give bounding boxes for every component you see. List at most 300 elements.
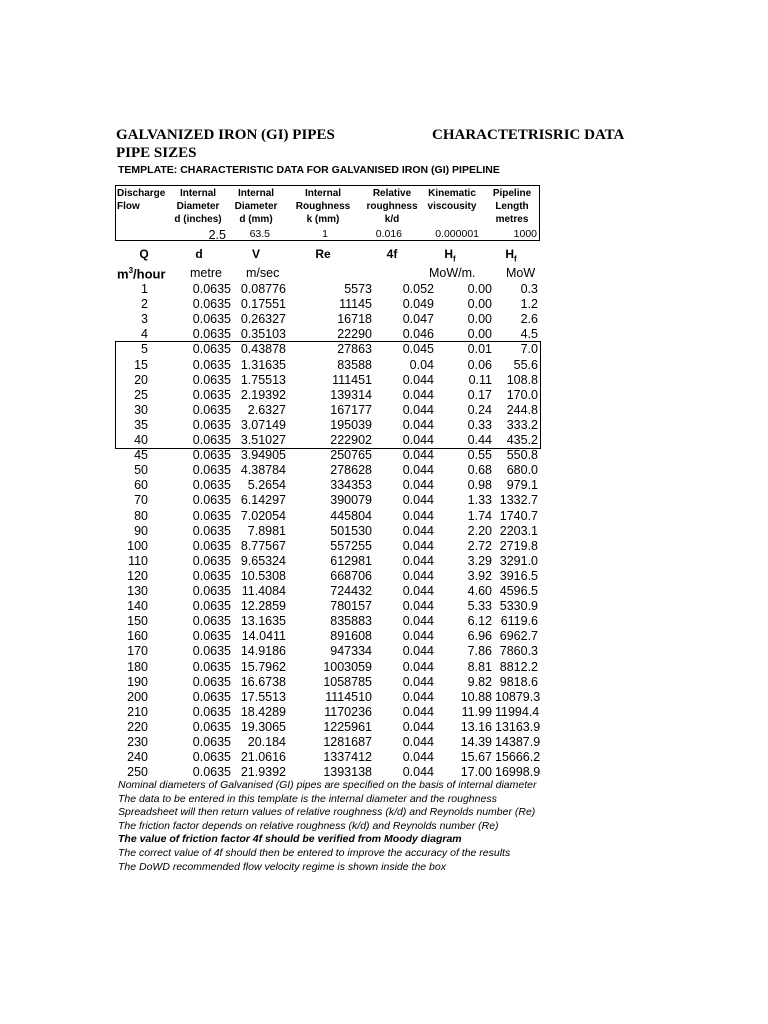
table-cell: 1332.7 — [499, 493, 538, 508]
table-cell: 0.0635 — [192, 659, 231, 674]
table-cell: 0.24 — [467, 402, 492, 417]
table-cell: 1114510 — [325, 689, 372, 704]
table-cell: 180 — [127, 659, 148, 674]
table-cell: 13.16 — [460, 719, 492, 734]
table-row — [115, 388, 540, 403]
table-cell: 0.55 — [467, 448, 492, 463]
table-cell: 50 — [134, 463, 148, 478]
table-cell: 111451 — [332, 372, 372, 387]
symbol: V — [251, 247, 260, 261]
table-row — [115, 614, 540, 629]
table-cell: 7.86 — [467, 644, 492, 659]
symbol: $H_f$ — [505, 247, 517, 264]
table-cell: 7.0 — [520, 342, 538, 357]
table-cell: 0.0635 — [192, 599, 231, 614]
table-row — [115, 584, 540, 599]
table-cell: 3.92 — [467, 568, 492, 583]
table-cell: 0.044 — [402, 629, 434, 644]
note-line: The DoWD recommended flow velocity regime is shown inside the box — [118, 860, 446, 873]
unit-label: m/sec — [246, 266, 280, 280]
table-row — [115, 373, 540, 388]
table-cell: 40 — [134, 433, 148, 447]
table-cell: 0.0635 — [192, 493, 231, 508]
table-cell: 10.5308 — [240, 568, 286, 583]
table-cell: 6962.7 — [499, 629, 538, 644]
table-cell: 11994.4 — [495, 704, 540, 719]
table-cell: 0.0635 — [192, 297, 231, 312]
table-row — [115, 282, 540, 297]
table-cell: 0.0635 — [192, 448, 231, 463]
table-cell: 0.01 — [467, 342, 492, 357]
column-header: Internal Diameter d (mm) — [234, 188, 278, 225]
table-row — [115, 478, 540, 493]
document-title-right: CHARACTETRISRIC DATA — [432, 127, 625, 143]
table-cell: 334353 — [330, 478, 372, 493]
table-cell: 0.17 — [467, 387, 492, 402]
table-cell: 195039 — [330, 417, 372, 432]
table-cell: 891608 — [330, 629, 372, 644]
table-cell: 3291.0 — [499, 553, 538, 568]
table-row — [115, 493, 540, 508]
table-cell: 240 — [127, 750, 148, 765]
table-cell: 550.8 — [506, 448, 538, 463]
table-cell: 0.33 — [467, 417, 492, 432]
unit-label: MoW/m. — [429, 266, 476, 280]
table-cell: 0.0635 — [192, 372, 231, 387]
table-cell: 0.046 — [402, 327, 434, 342]
table-cell: 18.4289 — [240, 704, 286, 719]
table-cell: 4.60 — [467, 584, 492, 598]
document-title: GALVANIZED IRON (GI) PIPES — [116, 127, 335, 143]
table-cell: 1281687 — [323, 735, 372, 749]
table-cell: 222902 — [330, 433, 372, 447]
table-cell: 0.044 — [402, 402, 434, 417]
table-cell: 20 — [134, 372, 148, 387]
table-cell: 11.4084 — [241, 584, 286, 598]
table-cell: 0.0635 — [192, 644, 231, 659]
table-cell: 20.184 — [247, 735, 286, 749]
table-cell: 2.6 — [520, 312, 538, 327]
table-cell: 83588 — [337, 357, 372, 372]
table-cell: 0.0635 — [192, 282, 231, 296]
table-cell: 501530 — [330, 523, 372, 538]
table-cell: 3.29 — [467, 553, 492, 568]
table-cell: 13163.9 — [495, 719, 541, 734]
table-cell: 1225961 — [323, 719, 372, 734]
table-cell: 0.0635 — [192, 463, 231, 478]
table-row — [115, 675, 540, 690]
table-cell: 15 — [134, 357, 148, 372]
table-cell: 4.5 — [520, 327, 538, 342]
table-row — [115, 539, 540, 554]
table-cell: 0.044 — [402, 372, 434, 387]
table-cell: 0.044 — [402, 433, 434, 447]
table-cell: 1.31635 — [240, 357, 286, 372]
table-cell: 0.044 — [402, 448, 434, 463]
table-cell: 557255 — [330, 538, 372, 553]
table-cell: 0.0635 — [192, 538, 231, 553]
table-row — [115, 720, 540, 735]
table-cell: 6.14297 — [240, 493, 286, 508]
table-cell: 19.3065 — [240, 719, 286, 734]
table-row — [115, 644, 540, 659]
table-row — [115, 660, 540, 675]
table-cell: 4.38784 — [240, 463, 286, 478]
table-cell: 150 — [127, 614, 148, 629]
table-row — [115, 433, 540, 448]
table-cell: 2719.8 — [499, 538, 538, 553]
table-cell: 0.045 — [402, 342, 434, 357]
table-cell: 210 — [127, 704, 148, 719]
table-cell: 0.0635 — [192, 312, 231, 327]
table-row — [115, 463, 540, 478]
table-cell: 780157 — [330, 599, 372, 614]
column-header: Internal Roughness k (mm) — [295, 188, 351, 225]
table-cell: 0.044 — [402, 765, 434, 780]
table-cell: 333.2 — [506, 417, 538, 432]
table-cell: 230 — [127, 735, 148, 749]
table-cell: 25 — [134, 387, 148, 402]
table-cell: 6.12 — [467, 614, 492, 629]
input-value: 2.5 — [208, 228, 226, 242]
table-cell: 2203.1 — [499, 523, 538, 538]
table-cell: 2 — [141, 297, 148, 312]
table-cell: 0.00 — [467, 327, 492, 342]
table-row — [115, 750, 540, 765]
symbol: 4f — [386, 247, 398, 261]
column-header: Discharge Flow — [117, 188, 166, 212]
table-row — [115, 554, 540, 569]
table-cell: 0.0635 — [192, 433, 231, 447]
notes — [118, 779, 578, 874]
table-cell: 0.0635 — [192, 704, 231, 719]
note-line: The friction factor depends on relative roughness (k/d) and Reynolds number (Re) — [118, 819, 499, 832]
table-cell: 80 — [134, 508, 148, 523]
table-cell: 0.43878 — [240, 342, 286, 357]
table-cell: 15666.2 — [495, 750, 541, 765]
table-cell: 2.20 — [467, 523, 492, 538]
table-cell: 0.0635 — [192, 719, 231, 734]
table-cell: 0.044 — [402, 568, 434, 583]
symbol: d — [195, 247, 203, 261]
symbol: Q — [139, 247, 149, 261]
table-cell: 2.6327 — [247, 402, 286, 417]
table-cell: 9818.6 — [499, 674, 538, 689]
table-cell: 0.35103 — [240, 327, 286, 342]
table-cell: 1170236 — [324, 704, 372, 719]
table-cell: 0.0635 — [192, 553, 231, 568]
table-cell: 3.51027 — [240, 433, 286, 447]
table-cell: 0.0635 — [192, 342, 231, 357]
table-cell: 612981 — [330, 553, 372, 568]
note-line: The value of friction factor 4f should be verified from Moody diagram — [118, 833, 462, 846]
table-cell: 21.0616 — [240, 750, 286, 765]
note-line: The data to be entered in this template is the internal diameter and the roughness — [118, 792, 497, 805]
table-row — [115, 599, 540, 614]
table-cell: 30 — [134, 402, 148, 417]
table-cell: 220 — [127, 719, 148, 734]
table-cell: 0.044 — [402, 553, 434, 568]
input-value: 63.5 — [249, 228, 270, 240]
table-cell: 680.0 — [506, 463, 538, 478]
table-cell: 1.2 — [520, 297, 538, 312]
unit-label: MoW — [506, 266, 536, 280]
table-cell: 0.0635 — [192, 735, 231, 749]
table-cell: 140 — [127, 599, 148, 614]
table-cell: 5573 — [344, 282, 372, 296]
table-cell: 200 — [127, 689, 148, 704]
table-row — [115, 448, 540, 463]
column-header: Internal Diameter d (inches) — [174, 188, 222, 225]
table-cell: 167177 — [330, 402, 372, 417]
unit-flow: $m^3$/hour — [117, 266, 166, 282]
table-cell: 139314 — [330, 387, 372, 402]
table-cell: 8.77567 — [240, 538, 286, 553]
table-cell: 7860.3 — [499, 644, 538, 659]
table-cell: 108.8 — [506, 372, 538, 387]
table-cell: 5 — [141, 342, 148, 357]
table-cell: 0.044 — [402, 463, 434, 478]
table-cell: 0.00 — [467, 312, 492, 327]
table-cell: 0.00 — [467, 297, 492, 312]
table-cell: 0.044 — [402, 538, 434, 553]
note-line: The correct value of 4f should then be entered to improve the accuracy of the results — [118, 846, 511, 859]
table-cell: 0.044 — [402, 417, 434, 432]
table-cell: 0.044 — [402, 735, 434, 749]
table-row — [115, 297, 540, 312]
table-cell: 0.00 — [467, 282, 492, 296]
table-cell: 27863 — [337, 342, 372, 357]
title-row — [116, 127, 636, 147]
table-cell: 835883 — [330, 614, 372, 629]
table-cell: 0.044 — [402, 523, 434, 538]
table-cell: 22290 — [337, 327, 372, 342]
table-cell: 14387.9 — [495, 735, 541, 749]
table-cell: 0.047 — [402, 312, 434, 327]
table-cell: 0.0635 — [192, 417, 231, 432]
table-cell: 0.0635 — [192, 689, 231, 704]
table-cell: 7.8981 — [247, 523, 286, 538]
table-cell: 11.99 — [461, 704, 492, 719]
table-cell: 4 — [141, 327, 148, 342]
table-cell: 1337412 — [323, 750, 372, 765]
table-row — [115, 524, 540, 539]
table-cell: 0.0635 — [192, 568, 231, 583]
table-cell: 244.8 — [506, 402, 538, 417]
table-cell: 0.3 — [520, 282, 538, 296]
table-cell: 90 — [134, 523, 148, 538]
table-cell: 0.98 — [467, 478, 492, 493]
table-row — [115, 690, 540, 705]
table-cell: 10879.3 — [495, 689, 541, 704]
table-cell: 13.1635 — [240, 614, 286, 629]
column-header: Kinematic viscousity — [427, 188, 477, 212]
unit-label: metre — [190, 266, 222, 280]
table-row — [115, 327, 540, 342]
table-cell: 12.2859 — [240, 599, 286, 614]
table-cell: 70 — [134, 493, 148, 508]
table-cell: 1.75513 — [240, 372, 286, 387]
table-cell: 0.044 — [402, 508, 434, 523]
table-cell: 0.044 — [402, 584, 434, 598]
table-cell: 0.04 — [409, 357, 434, 372]
table-row — [115, 705, 540, 720]
table-cell: 0.044 — [402, 719, 434, 734]
table-row — [115, 403, 540, 418]
symbol: Re — [315, 247, 331, 261]
table-cell: 0.044 — [402, 704, 434, 719]
table-cell: 170.0 — [506, 387, 538, 402]
note-line: Nominal diameters of Galvanised (GI) pipes are specified on the basis of internal diameter — [118, 779, 537, 791]
table-cell: 2.72 — [467, 538, 492, 553]
table-cell: 5330.9 — [499, 599, 538, 614]
table-cell: 0.044 — [402, 750, 434, 765]
table-cell: 130 — [127, 584, 148, 598]
table-cell: 190 — [127, 674, 148, 689]
table-cell: 14.0411 — [241, 629, 286, 644]
table-cell: 17.5513 — [240, 689, 286, 704]
table-cell: 15.67 — [460, 750, 492, 765]
table-cell: 0.0635 — [192, 750, 231, 765]
table-cell: 0.044 — [402, 387, 434, 402]
table-cell: 14.9186 — [240, 644, 286, 659]
column-header: Pipeline Length metres — [492, 188, 532, 225]
column-header: Relative roughness k/d — [366, 188, 418, 225]
table-cell: 3 — [141, 312, 148, 327]
table-cell: 1.33 — [467, 493, 492, 508]
table-cell: 170 — [127, 644, 148, 659]
table-cell: 1.74 — [467, 508, 492, 523]
table-cell: 160 — [127, 629, 148, 644]
table-row — [115, 342, 540, 357]
table-row — [115, 569, 540, 584]
table-cell: 0.08776 — [240, 282, 286, 296]
table-cell: 60 — [134, 478, 148, 493]
input-value: 0.016 — [375, 228, 402, 240]
table-cell: 0.06 — [467, 357, 492, 372]
input-value: 1000 — [513, 228, 537, 240]
table-cell: 0.0635 — [192, 765, 231, 780]
table-cell: 0.68 — [467, 463, 492, 478]
table-cell: 8812.2 — [499, 659, 538, 674]
table-cell: 0.0635 — [192, 614, 231, 629]
table-cell: 8.81 — [467, 659, 492, 674]
table-cell: 0.44 — [467, 433, 492, 447]
table-cell: 35 — [134, 417, 148, 432]
table-cell: 15.7962 — [240, 659, 286, 674]
table-cell: 1003059 — [323, 659, 372, 674]
table-cell: 0.0635 — [192, 478, 231, 493]
table-row — [115, 358, 540, 373]
table-cell: 0.044 — [402, 614, 434, 629]
table-cell: 1393138 — [323, 765, 372, 780]
table-cell: 0.26327 — [240, 312, 286, 327]
table-cell: 16718 — [337, 312, 372, 327]
table-cell: 45 — [134, 448, 148, 463]
table-cell: 3916.5 — [499, 568, 538, 583]
table-row — [115, 509, 540, 524]
input-value: 0.000001 — [435, 228, 479, 240]
table-cell: 390079 — [330, 493, 372, 508]
table-cell: 0.044 — [402, 599, 434, 614]
table-cell: 9.82 — [467, 674, 492, 689]
table-cell: 0.044 — [402, 478, 434, 493]
table-cell: 0.0635 — [192, 508, 231, 523]
table-cell: 55.6 — [513, 357, 538, 372]
table-cell: 120 — [127, 568, 148, 583]
table-cell: 16998.9 — [495, 765, 541, 780]
table-cell: 110 — [128, 553, 148, 568]
table-cell: 6119.6 — [500, 614, 538, 629]
table-cell: 2.19392 — [240, 387, 286, 402]
table-cell: 0.0635 — [192, 674, 231, 689]
table-cell: 0.0635 — [192, 387, 231, 402]
table-cell: 1058785 — [323, 674, 372, 689]
table-cell: 0.044 — [402, 493, 434, 508]
table-cell: 0.044 — [402, 659, 434, 674]
table-cell: 5.33 — [467, 599, 492, 614]
table-cell: 0.0635 — [192, 402, 231, 417]
table-cell: 278628 — [330, 463, 372, 478]
table-row — [115, 735, 540, 750]
document-subtitle: PIPE SIZES — [116, 145, 197, 161]
table-cell: 0.052 — [402, 282, 434, 296]
table-cell: 14.39 — [460, 735, 492, 749]
table-cell: 11145 — [339, 297, 372, 312]
table-cell: 6.96 — [467, 629, 492, 644]
table-cell: 3.94905 — [240, 448, 286, 463]
template-caption: TEMPLATE: CHARACTERISTIC DATA FOR GALVANISED IRON (GI) PIPELINE — [118, 164, 500, 176]
table-cell: 3.07149 — [240, 417, 286, 432]
table-cell: 668706 — [330, 568, 372, 583]
table-cell: 0.044 — [402, 644, 434, 659]
table-cell: 250 — [127, 765, 148, 780]
table-cell: 0.0635 — [192, 629, 231, 644]
table-cell: 435.2 — [506, 433, 538, 447]
table-cell: 0.0635 — [192, 584, 231, 598]
table-cell: 17.00 — [460, 765, 492, 780]
table-cell: 1740.7 — [499, 508, 538, 523]
table-cell: 21.9392 — [240, 765, 286, 780]
table-row — [115, 312, 540, 327]
table-cell: 9.65324 — [240, 553, 286, 568]
table-cell: 0.044 — [402, 674, 434, 689]
table-cell: 0.11 — [468, 372, 492, 387]
table-cell: 250765 — [330, 448, 372, 463]
table-cell: 7.02054 — [240, 508, 286, 523]
table-row — [115, 765, 540, 780]
table-cell: 10.88 — [460, 689, 492, 704]
input-value: 1 — [322, 228, 328, 240]
table-cell: 947334 — [330, 644, 372, 659]
table-cell: 724432 — [330, 584, 372, 598]
table-cell: 445804 — [330, 508, 372, 523]
table-cell: 1 — [141, 282, 148, 296]
table-cell: 16.6738 — [240, 674, 286, 689]
table-cell: 979.1 — [506, 478, 538, 493]
table-cell: 4596.5 — [499, 584, 538, 598]
table-cell: 100 — [127, 538, 148, 553]
note-line: Spreadsheet will then return values of relative roughness (k/d) and Reynolds number (Re) — [118, 806, 536, 819]
table-cell: 0.17551 — [240, 297, 286, 312]
table-cell: 0.0635 — [192, 523, 231, 538]
table-cell: 0.0635 — [192, 327, 231, 342]
table-cell: 0.044 — [402, 689, 434, 704]
symbol: $H_f$ — [444, 247, 456, 264]
table-cell: 0.049 — [402, 297, 434, 312]
table-row — [115, 418, 540, 433]
table-cell: 0.0635 — [192, 357, 231, 372]
